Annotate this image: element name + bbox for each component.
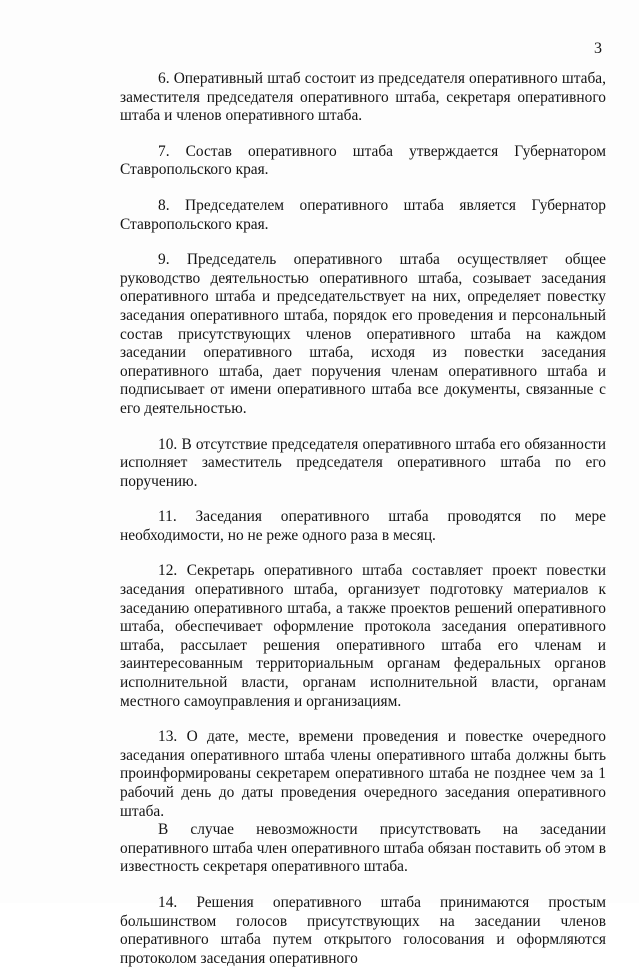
paragraph-6: 6. Оперативный штаб состоит из председателя оперативного штаба, заместителя председателя оперативного штаба, секретаря оперативного штаба и членов оперативного штаба. [120,70,606,125]
paragraph-13: 13. О дате, месте, времени проведения и повестке очередного заседания оперативного штаба члены оперативного штаба должны быть проинформированы секретарем оперативного штаба не позднее чем за 1 рабочий день до даты проведения очередного заседания оперативного штаба. [120,728,606,820]
paragraph-9: 9. Председатель оперативного штаба осуществляет общее руководство деятельностью оперативного штаба, созывает заседания оперативного штаба и председательствует на них, определяет повестку заседания оперативного штаба, порядок его проведения и персональный состав присутствующих членов оперативного штаба на каждом заседании оперативного штаба, исходя из повестки заседания оперативного штаба, дает поручения членам оперативного штаба и подписывает от имени оперативного штаба все документы, связанные с его деятельностью. [120,251,606,417]
paragraph-12: 12. Секретарь оперативного штаба составляет проект повестки заседания оперативного штаба, организует подготовку материалов к заседанию оперативного штаба, а также проектов решений оперативного штаба, обеспечивает оформление протокола заседания оперативного штаба, рассылает решения оперативного штаба его членам и заинтересованным территориальным органам федеральных органов исполнительной власти, органам исполнительной власти, органам местного самоуправления и организациям. [120,562,606,710]
paragraph-10: 10. В отсутствие председателя оперативного штаба его обязанности исполняет заместитель председателя оперативного штаба по его поручению. [120,435,606,490]
paragraph-14: 14. Решения оперативного штаба принимаются простым большинством голосов присутствующих на заседании членов оперативного штаба путем открытого голосования и оформляются протоколом заседания оперативного [120,893,606,967]
paragraph-11: 11. Заседания оперативного штаба проводятся по мере необходимости, но не реже одного раза в месяц. [120,508,606,544]
paragraph-8: 8. Председателем оперативного штаба является Губернатор Ставропольского края. [120,196,606,233]
paragraph-7: 7. Состав оперативного штаба утверждается Губернатором Ставропольского края. [120,142,606,179]
document-body [120,70,606,968]
paragraph-13-continuation: В случае невозможности присутствовать на заседании оперативного штаба член оперативного штаба обязан поставить об этом в известность секретаря оперативного штаба. [120,821,606,876]
page-number: 3 [594,40,602,57]
